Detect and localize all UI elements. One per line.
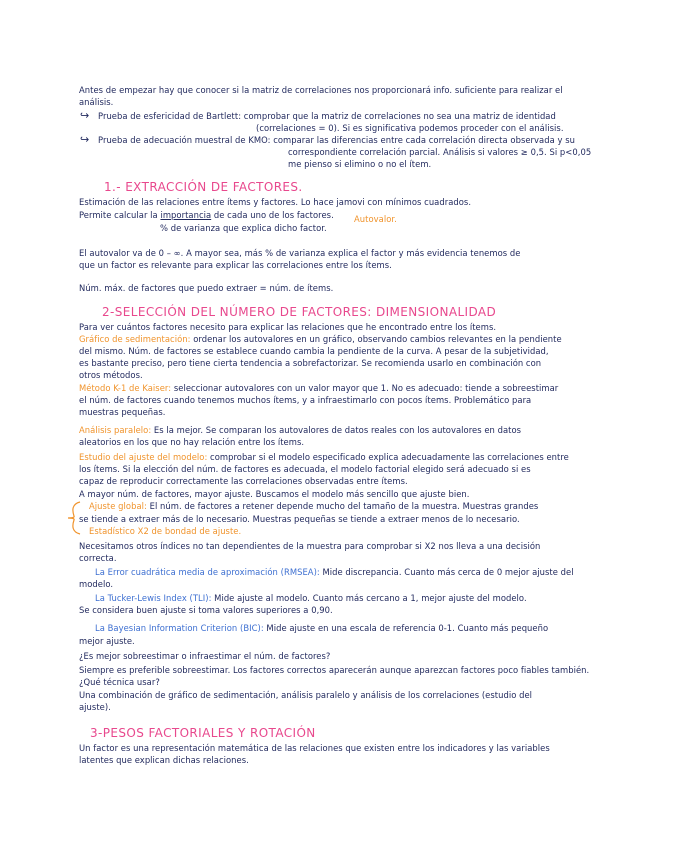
curved-arrow-icon: ↪ bbox=[80, 109, 90, 122]
section-1-heading: 1.- EXTRACCIÓN DE FACTORES. bbox=[104, 180, 303, 194]
s2-tli-1: La Tucker-Lewis Index (TLI): Mide ajuste al modelo. Cuanto más cercano a 1, mejor ajuste del modelo. bbox=[95, 593, 527, 603]
kmo-line-2: correspondiente correlación parcial. Análisis si valores ≥ 0,5. Si p<0,05 bbox=[288, 147, 592, 157]
s2-fit-3: capaz de reproducir correctamente las correlaciones observadas entre ítems. bbox=[79, 476, 408, 486]
s2-question-2: ¿Qué técnica usar? bbox=[79, 677, 160, 687]
s2-rmsea-2: modelo. bbox=[79, 579, 114, 589]
s3-line-1: Un factor es una representación matemática de las relaciones que existen entre los indicadores y las variables bbox=[79, 743, 550, 753]
s2-sedimentation-1: Gráfico de sedimentación: ordenar los autovalores en un gráfico, observando cambios relevantes en la pendiente bbox=[79, 334, 562, 344]
s2-parallel-2: aleatorios en los que no hay relación entre los ítems. bbox=[79, 437, 305, 447]
s3-line-2: latentes que explican dichas relaciones. bbox=[79, 755, 249, 765]
s2-alt-indices-1: Necesitamos otros índices no tan dependientes de la muestra para comprobar si X2 nos lleva a una decisión bbox=[79, 541, 541, 551]
s2-fit-1: Estudio del ajuste del modelo: comprobar si el modelo especificado explica adecuadamente las correlaciones entre bbox=[79, 452, 569, 462]
s2-kaiser-3: muestras pequeñas. bbox=[79, 407, 166, 417]
s1-line-2: Permite calcular la importancia de cada uno de los factores. bbox=[79, 210, 334, 220]
s1-para-2: Núm. máx. de factores que puedo extraer = núm. de ítems. bbox=[79, 283, 334, 293]
s2-bic-1: La Bayesian Information Criterion (BIC): Mide ajuste en una escala de referencia 0-1. Cuanto más pequeño bbox=[95, 623, 549, 633]
s2-global-fit-2: se tiende a extraer más de lo necesario. Muestras pequeñas se tiende a extraer menos de lo necesario. bbox=[79, 514, 520, 524]
s1-para-1a: El autovalor va de 0 – ∞. A mayor sea, más % de varianza explica el factor y más evidencia tenemos de bbox=[79, 248, 521, 258]
s1-line-3: % de varianza que explica dicho factor. bbox=[160, 223, 327, 233]
s1-para-1b: que un factor es relevante para explicar las correlaciones entre los ítems. bbox=[79, 260, 392, 270]
s2-tli-2: Se considera buen ajuste si toma valores superiores a 0,90. bbox=[79, 605, 333, 615]
s2-kaiser-1: Método K-1 de Kaiser: seleccionar autovalores con un valor mayor que 1. No es adecuado: tiende a sobreestimar bbox=[79, 383, 559, 393]
s2-answer-1: Siempre es preferible sobreestimar. Los factores correctos aparecerán aunque aparezcan factores poco fiables también. bbox=[79, 665, 590, 675]
s2-chi-square: Estadístico X2 de bondad de ajuste. bbox=[89, 526, 242, 536]
s1-autovalor-note: Autovalor. bbox=[354, 214, 397, 224]
s2-intro: Para ver cuántos factores necesito para explicar las relaciones que he encontrado entre los ítems. bbox=[79, 322, 497, 332]
bartlett-line-2: (correlaciones = 0). Si es significativa podemos proceder con el análisis. bbox=[256, 123, 564, 133]
s2-global-fit-1: Ajuste global: El núm. de factores a retener depende mucho del tamaño de la muestra. Muestras grandes bbox=[89, 501, 539, 511]
s2-sedimentation-2: del mismo. Núm. de factores se establece cuando cambia la pendiente de la curva. A pesar de la subjetividad, bbox=[79, 346, 549, 356]
s2-parallel-1: Análisis paralelo: Es la mejor. Se comparan los autovalores de datos reales con los autovalores en datos bbox=[79, 425, 522, 435]
s2-question-1: ¿Es mejor sobreestimar o infraestimar el núm. de factores? bbox=[79, 651, 331, 661]
kmo-line-1: Prueba de adecuación muestral de KMO: comparar las diferencias entre cada correlación directa observada y su bbox=[98, 135, 575, 145]
s2-rmsea-1: La Error cuadrática media de aproximación (RMSEA): Mide discrepancia. Cuanto más cerca de 0 mejor ajuste del bbox=[95, 567, 574, 577]
s2-kaiser-2: el núm. de factores cuando tenemos muchos ítems, y a infraestimarlo con pocos ítems. Problemático para bbox=[79, 395, 532, 405]
section-3-heading: 3-PESOS FACTORIALES Y ROTACIÓN bbox=[90, 726, 316, 740]
kmo-line-3: me pienso si elimino o no el ítem. bbox=[288, 159, 432, 169]
s2-sedimentation-4: otros métodos. bbox=[79, 370, 143, 380]
s2-answer-2b: ajuste). bbox=[79, 702, 111, 712]
s2-fit-2: los ítems. Si la elección del núm. de factores es adecuada, el modelo factorial elegido será adecuado si es bbox=[79, 464, 531, 474]
intro-line-1: Antes de empezar hay que conocer si la matriz de correlaciones nos proporcionará info. suficiente para realizar el bbox=[79, 85, 563, 95]
curved-arrow-icon: ↪ bbox=[80, 133, 90, 146]
section-2-heading: 2-SELECCIÓN DEL NÚMERO DE FACTORES: DIMENSIONALIDAD bbox=[102, 305, 497, 319]
bartlett-line-1: Prueba de esfericidad de Bartlett: comprobar que la matriz de correlaciones no sea una matriz de identidad bbox=[98, 111, 556, 121]
s2-answer-2a: Una combinación de gráfico de sedimentación, análisis paralelo y análisis de los correlaciones (estudio del bbox=[79, 690, 533, 700]
s2-alt-indices-2: correcta. bbox=[79, 553, 117, 563]
s2-bic-2: mejor ajuste. bbox=[79, 636, 135, 646]
s2-sedimentation-3: es bastante preciso, pero tiene cierta tendencia a sobrefactorizar. Se recomienda usarlo en combinación con bbox=[79, 358, 542, 368]
intro-line-2: análisis. bbox=[79, 97, 114, 107]
s2-fit-4: A mayor núm. de factores, mayor ajuste. Buscamos el modelo más sencillo que ajuste bien. bbox=[79, 489, 470, 499]
s1-line-1: Estimación de las relaciones entre ítems y factores. Lo hace jamovi con mínimos cuadrados. bbox=[79, 197, 472, 207]
